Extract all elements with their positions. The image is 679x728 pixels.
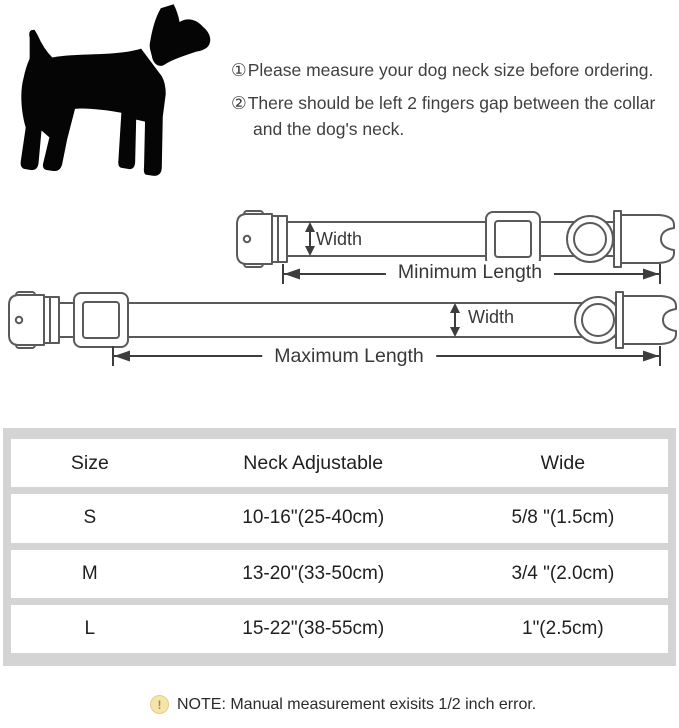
wide-cell: 3/4 "(2.0cm)	[511, 562, 615, 584]
collar-buckle	[237, 211, 287, 267]
dog-silhouette-icon	[6, 2, 218, 190]
neck-cell: 13-20"(33-50cm)	[242, 562, 385, 584]
table-row	[11, 494, 668, 542]
note-text: There should be left 2 fingers gap between the collar and the dog's neck.	[247, 93, 656, 139]
header-neck-adjustable: Neck Adjustable	[243, 451, 384, 474]
table-row	[11, 605, 668, 653]
footnote-text: NOTE: Manual measurement exisits 1/2 inch error.	[177, 696, 537, 713]
collar-d-ring	[575, 297, 621, 343]
header-wide: Wide	[540, 451, 586, 474]
collar-clasp	[616, 292, 676, 348]
collar-slider	[486, 212, 540, 266]
collar-slider	[74, 293, 128, 347]
note-number-2: ②	[231, 93, 247, 113]
note-item	[231, 57, 671, 83]
wide-cell: 1"(2.5cm)	[522, 617, 604, 639]
maximum-length-label: Maximum Length	[262, 345, 436, 368]
warning-glyph: !	[157, 697, 162, 712]
collar-strap	[44, 303, 622, 337]
width-label-min: Width	[316, 229, 363, 249]
collar-buckle	[9, 292, 59, 348]
wide-cell: 5/8 "(1.5cm)	[511, 507, 615, 529]
size-table	[3, 428, 676, 666]
table-header-row	[11, 439, 668, 487]
neck-cell: 10-16"(25-40cm)	[242, 507, 385, 529]
header-size: Size	[70, 451, 109, 474]
table-row	[11, 550, 668, 598]
size-cell: S	[83, 507, 97, 529]
minimum-length-label: Minimum Length	[386, 261, 554, 284]
collar-d-ring	[567, 216, 613, 262]
note-number-1: ①	[231, 60, 247, 80]
width-label-max: Width	[468, 307, 515, 327]
collar-clasp	[614, 211, 674, 267]
size-cell: M	[81, 562, 98, 584]
warning-icon	[150, 695, 169, 714]
note-item	[231, 90, 671, 142]
neck-cell: 15-22"(38-55cm)	[242, 617, 385, 639]
ordering-notes	[231, 57, 671, 149]
collar-diagram-maximum	[0, 291, 679, 386]
note-text: Please measure your dog neck size before ordering.	[247, 60, 654, 80]
size-cell: L	[84, 617, 96, 639]
